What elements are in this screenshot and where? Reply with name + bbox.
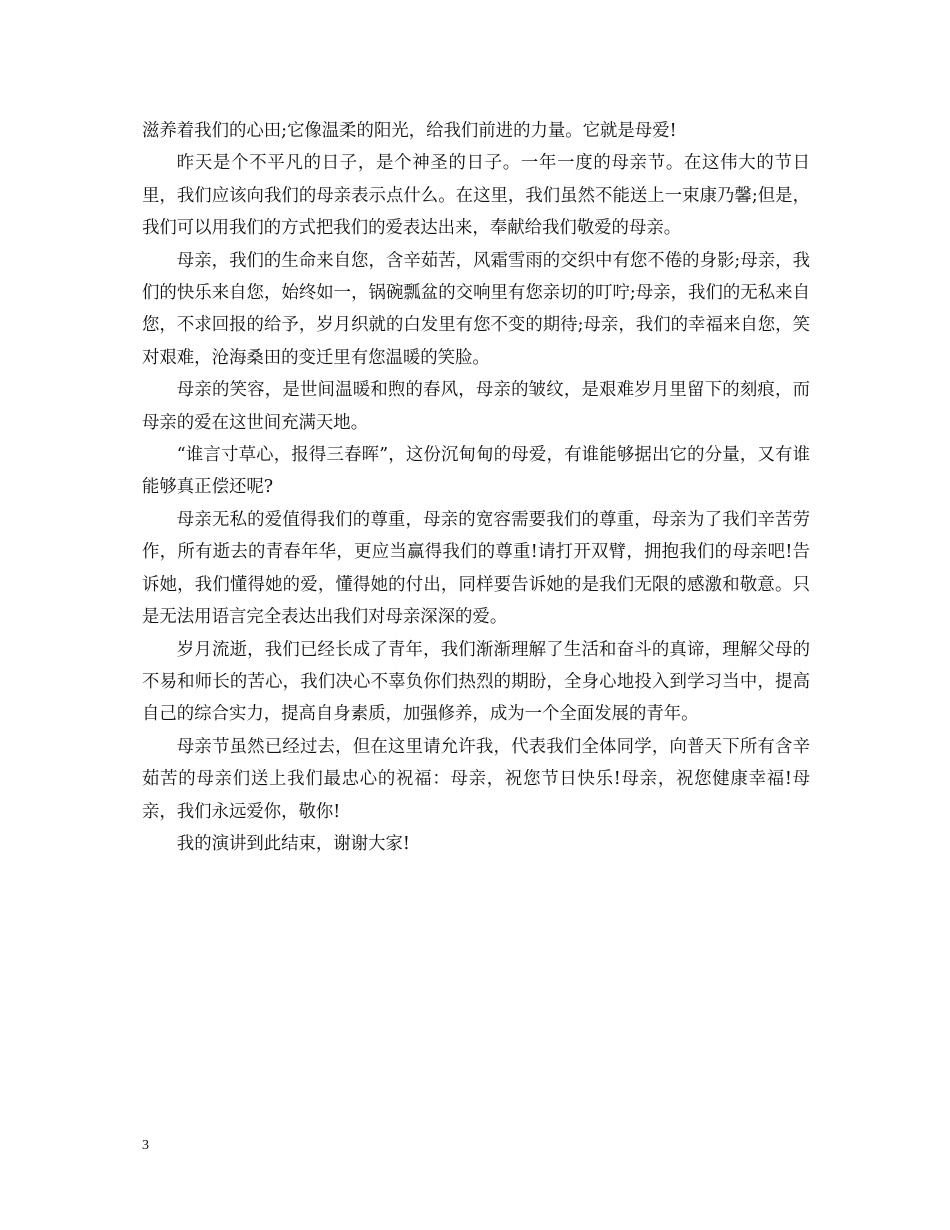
paragraph-closing: 我的演讲到此结束，谢谢大家! bbox=[176, 833, 410, 854]
paragraph-respect: 母亲无私的爱值得我们的尊重，母亲的宽容需要我们的尊重，母亲为了我们辛苦劳作，所有逝去的青春年华，更应当赢得我们的尊重!请打开双臂，拥抱我们的母亲吧!告诉她，我们懂得她的爱，懂得她的付出，同样要告诉她的是我们无限的感激和敬意。只是无法用语言完全表达出我们对母亲深深的爱。 bbox=[142, 509, 810, 628]
paragraph-growing-up: 岁月流逝，我们已经长成了青年，我们渐渐理解了生活和奋斗的真谛，理解父母的不易和师长的苦心，我们决心不辜负你们热烈的期盼，全身心地投入到学习当中，提高自己的综合实力，提高自身素质，加强修养，成为一个全面发展的青年。 bbox=[142, 639, 810, 725]
page-number: 3 bbox=[142, 1138, 149, 1153]
document-body bbox=[142, 115, 810, 860]
paragraph-mother-life: 母亲，我们的生命来自您，含辛茹苦，风霜雪雨的交织中有您不倦的身影;母亲，我们的快乐来自您，始终如一，锅碗瓢盆的交响里有您亲切的叮咛;母亲，我们的无私来自您，不求回报的给予，岁月织就的白发里有您不变的期待;母亲，我们的幸福来自您，笑对艰难，沧海桑田的变迁里有您温暖的笑脸。 bbox=[142, 250, 810, 368]
paragraph-blessing: 母亲节虽然已经过去，但在这里请允许我，代表我们全体同学，向普天下所有含辛茹苦的母亲们送上我们最忠心的祝福：母亲，祝您节日快乐!母亲，祝您健康幸福!母亲，我们永远爱你，敬你! bbox=[142, 736, 810, 822]
paragraph-poem-quote: “谁言寸草心，报得三春晖”，这份沉甸甸的母爱，有谁能够据出它的分量，又有谁能够真正偿还呢? bbox=[142, 445, 810, 498]
paragraph-mothers-day: 昨天是个不平凡的日子，是个神圣的日子。一年一度的母亲节。在这伟大的节日里，我们应该向我们的母亲表示点什么。在这里，我们虽然不能送上一束康乃馨;但是，我们可以用我们的方式把我们的爱表达出来，奉献给我们敬爱的母亲。 bbox=[142, 153, 810, 239]
paragraph-mother-smile: 母亲的笑容，是世间温暖和煦的春风，母亲的皱纹，是艰难岁月里留下的刻痕，而母亲的爱在这世间充满天地。 bbox=[142, 380, 810, 433]
paragraph-continued: 滋养着我们的心田;它像温柔的阳光，给我们前进的力量。它就是母爱! bbox=[142, 121, 677, 141]
